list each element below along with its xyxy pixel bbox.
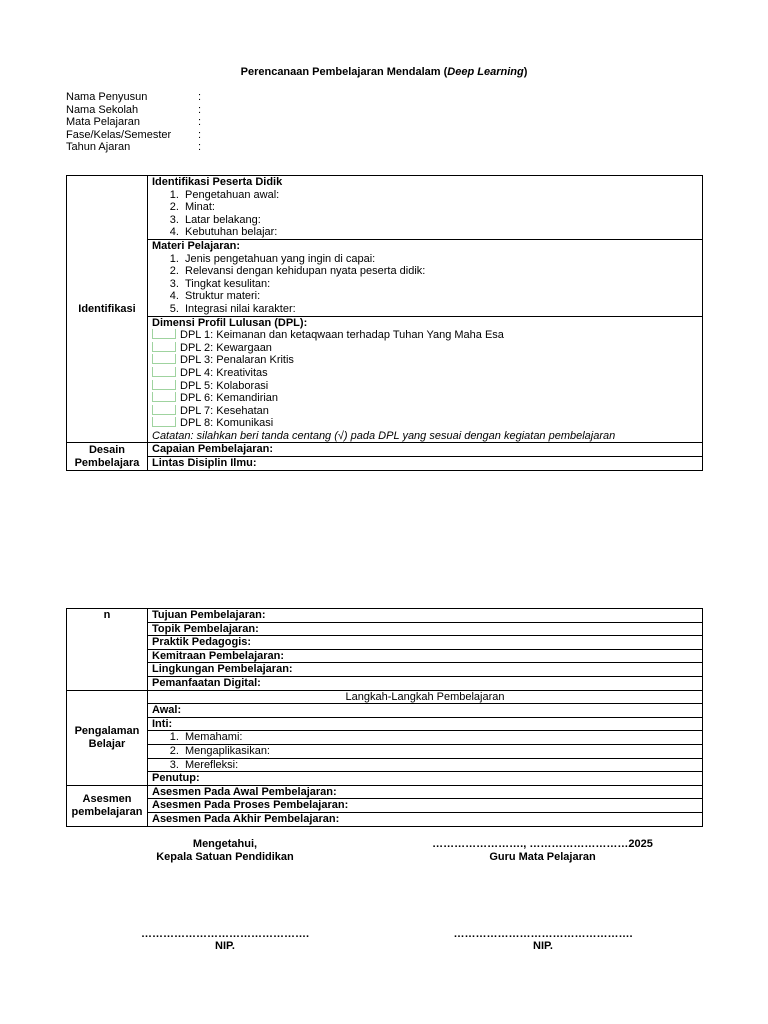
table-row	[67, 690, 703, 704]
design-table	[66, 608, 703, 827]
continuation-label: n	[67, 609, 148, 691]
info-row	[66, 91, 201, 104]
list-item: 1. Jenis pengetahuan yang ingin di capai:	[182, 253, 698, 266]
list-item: 4. Kebutuhan belajar:	[182, 226, 698, 239]
peserta-list	[152, 189, 698, 239]
info-colon: :	[198, 116, 202, 128]
asesmen-row: Asesmen Pada Proses Pembelajaran:	[148, 799, 703, 813]
sig-right-line2: Guru Mata Pelajaran	[489, 851, 596, 863]
list-item: 2. Relevansi dengan kehidupan nyata peserta didik:	[182, 265, 698, 278]
dpl-item	[152, 367, 698, 380]
table-row	[67, 609, 703, 623]
list-item: 3. Merefleksi:	[182, 759, 698, 772]
design-row: Topik Pembelajaran:	[148, 622, 703, 636]
identifikasi-label: Identifikasi	[67, 176, 148, 443]
inti-cell: Inti:	[148, 717, 703, 731]
peserta-heading: Identifikasi Peserta Didik	[152, 176, 283, 188]
table-row	[67, 316, 703, 443]
info-label: Nama Penyusun	[66, 91, 148, 103]
document-title	[0, 66, 768, 78]
info-colon: :	[198, 128, 202, 141]
table-row	[67, 676, 703, 690]
inti-item-cell	[148, 731, 703, 745]
asesmen-row: Asesmen Pada Akhir Pembelajaran:	[148, 812, 703, 826]
signature-right	[420, 838, 665, 864]
info-label: Fase/Kelas/Semester	[66, 128, 172, 141]
dpl-item	[152, 380, 698, 393]
signature-left	[135, 838, 315, 864]
asesmen-label: Asesmen pembelajaran	[67, 785, 148, 826]
list-item: 1. Memahami:	[182, 731, 698, 744]
dpl-checkbox[interactable]	[152, 354, 176, 364]
dpl-item	[152, 417, 698, 430]
signature-right-line	[438, 928, 648, 952]
dpl-cell	[148, 316, 703, 443]
dpl-label: DPL 7: Kesehatan	[180, 404, 269, 417]
dpl-note: Catatan: silahkan beri tanda centang (√) pada DPL yang sesuai dengan kegiatan pembelajaran	[152, 429, 616, 442]
dpl-label: DPL 5: Kolaborasi	[180, 379, 269, 392]
list-item: 5. Integrasi nilai karakter:	[182, 303, 698, 316]
dpl-checkbox[interactable]	[152, 392, 176, 402]
list-item: 1. Pengetahuan awal:	[182, 189, 698, 202]
sig-right-nip: NIP.	[533, 940, 553, 952]
table-row	[67, 176, 703, 240]
info-label: Nama Sekolah	[66, 103, 139, 116]
dpl-label: DPL 3: Penalaran Kritis	[180, 354, 294, 367]
sig-left-nip: NIP.	[215, 940, 235, 952]
dpl-label: DPL 6: Kemandirian	[180, 392, 279, 405]
sig-right-dots: ………………………………………….	[453, 928, 633, 940]
sig-left-dots: ……………………………………….	[140, 928, 310, 940]
lintas-cell: Lintas Disiplin Ilmu:	[148, 457, 703, 471]
table-row	[67, 704, 703, 718]
list-item: 2. Minat:	[182, 201, 698, 214]
dpl-label: DPL 2: Kewargaan	[180, 341, 272, 354]
sig-right-line1: ……………………., ………………………2025	[432, 838, 653, 850]
sig-left-line1: Mengetahui,	[192, 838, 258, 850]
identification-table	[66, 175, 703, 471]
materi-cell	[148, 239, 703, 316]
table-row	[67, 744, 703, 758]
dpl-checkbox[interactable]	[152, 405, 176, 415]
design-row: Lingkungan Pembelajaran:	[148, 663, 703, 677]
table-row	[67, 457, 703, 471]
design-row: Kemitraan Pembelajaran:	[148, 649, 703, 663]
design-row: Pemanfaatan Digital:	[148, 676, 703, 690]
title-end: )	[523, 66, 528, 78]
info-colon: :	[198, 141, 202, 153]
penutup-cell: Penutup:	[148, 772, 703, 786]
info-colon: :	[198, 103, 202, 116]
dpl-item	[152, 392, 698, 405]
pengalaman-label: Pengalaman Belajar	[67, 690, 148, 785]
dpl-label: DPL 4: Kreativitas	[180, 366, 268, 379]
sig-left-line2: Kepala Satuan Pendidikan	[156, 851, 294, 863]
dpl-checkbox[interactable]	[152, 329, 176, 339]
list-item: 3. Tingkat kesulitan:	[182, 278, 698, 291]
info-label: Tahun Ajaran	[66, 141, 131, 153]
dpl-heading: Dimensi Profil Lulusan (DPL):	[152, 316, 308, 329]
capaian-cell: Capaian Pembelajaran:	[148, 443, 703, 457]
table-row	[67, 772, 703, 786]
dpl-item	[152, 405, 698, 418]
identity-block	[66, 91, 201, 154]
table-row	[67, 717, 703, 731]
dpl-checkbox[interactable]	[152, 417, 176, 427]
table-row	[67, 799, 703, 813]
inti-list	[152, 745, 698, 758]
design-row: Tujuan Pembelajaran:	[148, 609, 703, 623]
table-row	[67, 636, 703, 650]
table-row	[67, 443, 703, 457]
langkah-heading: Langkah-Langkah Pembelajaran	[148, 690, 703, 704]
peserta-didik-cell	[148, 176, 703, 240]
dpl-item	[152, 354, 698, 367]
dpl-item	[152, 342, 698, 355]
info-row	[66, 129, 201, 142]
table-row	[67, 785, 703, 799]
dpl-checkbox[interactable]	[152, 342, 176, 352]
table-row	[67, 758, 703, 772]
design-row: Praktik Pedagogis:	[148, 636, 703, 650]
inti-list	[152, 759, 698, 772]
title-text: Perencanaan Pembelajaran Mendalam (	[240, 66, 448, 78]
info-label: Mata Pelajaran	[66, 116, 140, 128]
info-row	[66, 141, 201, 154]
inti-item-cell	[148, 758, 703, 772]
inti-item-cell	[148, 744, 703, 758]
info-row	[66, 104, 201, 117]
table-row	[67, 731, 703, 745]
table-row	[67, 649, 703, 663]
info-row	[66, 116, 201, 129]
signature-left-line	[125, 928, 325, 952]
table-row	[67, 622, 703, 636]
list-item: 4. Struktur materi:	[182, 290, 698, 303]
table-row	[67, 239, 703, 316]
table-row	[67, 663, 703, 677]
dpl-item	[152, 329, 698, 342]
materi-list	[152, 253, 698, 316]
info-colon: :	[198, 91, 202, 103]
dpl-checkbox[interactable]	[152, 367, 176, 377]
title-italic: Deep Learning	[447, 66, 524, 78]
materi-heading: Materi Pelajaran:	[152, 239, 241, 252]
desain-label: Desain Pembelajara	[67, 443, 148, 470]
dpl-label: DPL 1: Keimanan dan ketaqwaan terhadap Tuhan Yang Maha Esa	[180, 329, 504, 342]
awal-cell: Awal:	[148, 704, 703, 718]
asesmen-row: Asesmen Pada Awal Pembelajaran:	[148, 785, 703, 799]
inti-list	[152, 731, 698, 744]
table-row	[67, 812, 703, 826]
dpl-checkbox[interactable]	[152, 380, 176, 390]
list-item: 2. Mengaplikasikan:	[182, 745, 698, 758]
dpl-label: DPL 8: Komunikasi	[180, 417, 274, 430]
list-item: 3. Latar belakang:	[182, 214, 698, 227]
